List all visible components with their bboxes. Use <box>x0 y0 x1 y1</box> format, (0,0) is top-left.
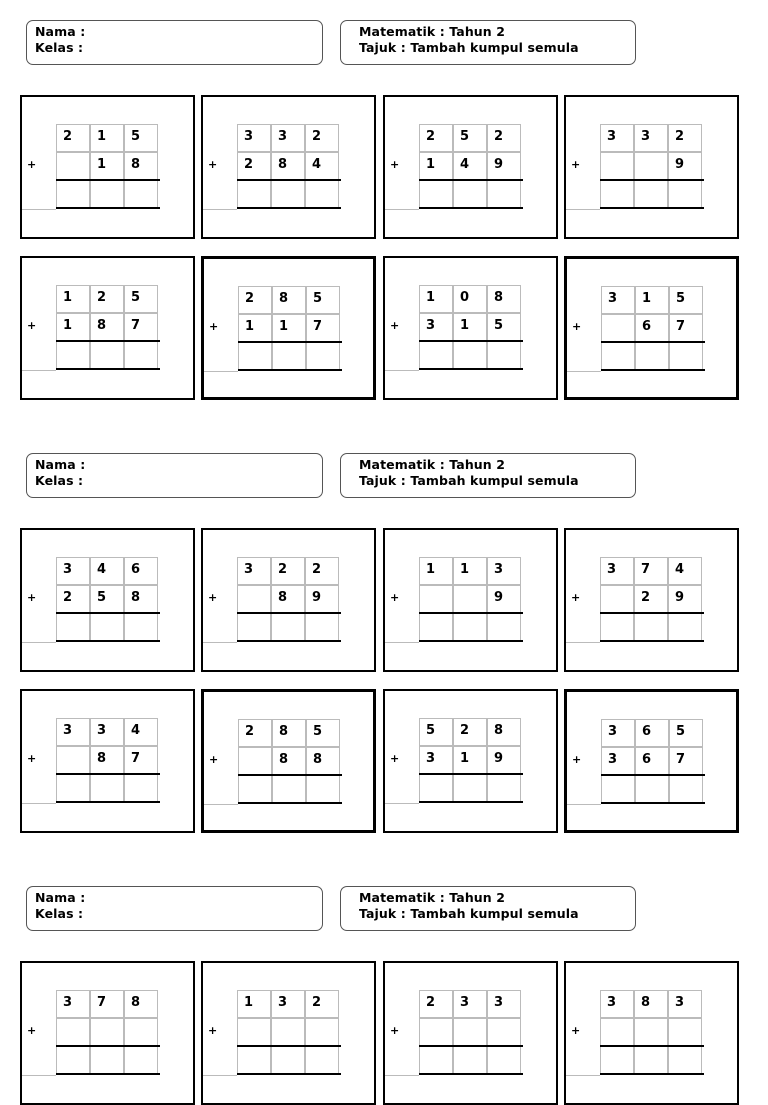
bottom-number-digit: 2 <box>634 585 668 613</box>
bottom-number-digit <box>238 747 272 775</box>
top-number-digit: 2 <box>305 557 339 585</box>
answer-underline <box>237 1073 341 1075</box>
answer-digit-box[interactable] <box>634 1046 668 1074</box>
bottom-number-digit: 6 <box>635 747 669 775</box>
answer-digit-box[interactable] <box>668 180 702 208</box>
addition-problem <box>383 689 558 833</box>
plus-sign: + <box>390 1024 400 1037</box>
sum-line <box>419 773 523 775</box>
addition-problem <box>20 256 195 400</box>
answer-underline <box>419 1073 523 1075</box>
sum-line <box>419 179 523 181</box>
subject-label: Matematik : Tahun 2 <box>359 457 506 472</box>
sum-line <box>419 1045 523 1047</box>
bottom-number-digit: 1 <box>272 314 306 342</box>
bottom-number-digit <box>634 1018 668 1046</box>
bottom-number-digit: 8 <box>124 152 158 180</box>
bottom-number-digit <box>56 746 90 774</box>
answer-underline <box>419 640 523 642</box>
margin-line <box>22 642 56 643</box>
top-number-digit: 4 <box>668 557 702 585</box>
top-number-digit: 2 <box>90 285 124 313</box>
top-number-digit: 2 <box>419 990 453 1018</box>
answer-digit-box[interactable] <box>600 613 634 641</box>
addition-problem <box>201 95 376 239</box>
top-number-digit: 3 <box>668 990 702 1018</box>
answer-digit-box[interactable] <box>56 774 90 802</box>
answer-digit-box[interactable] <box>453 613 487 641</box>
top-number-digit: 3 <box>271 124 305 152</box>
answer-digit-box[interactable] <box>635 775 669 803</box>
addition-problem <box>201 689 376 833</box>
answer-digit-box[interactable] <box>487 1046 521 1074</box>
margin-line <box>385 1075 419 1076</box>
addition-problem <box>20 961 195 1105</box>
margin-line <box>22 803 56 804</box>
addition-problem <box>564 95 739 239</box>
plus-sign: + <box>27 752 37 765</box>
sum-line <box>56 340 160 342</box>
addition-problem <box>564 961 739 1105</box>
answer-digit-box[interactable] <box>124 180 158 208</box>
answer-digit-box[interactable] <box>305 180 339 208</box>
top-number-digit: 3 <box>453 990 487 1018</box>
margin-line <box>567 371 601 372</box>
addition-problem <box>20 689 195 833</box>
bottom-number-digit <box>600 152 634 180</box>
plus-sign: + <box>208 158 218 171</box>
top-number-digit: 4 <box>90 557 124 585</box>
top-number-digit: 4 <box>124 718 158 746</box>
worksheet-title-box <box>340 886 636 931</box>
top-number-digit: 1 <box>453 557 487 585</box>
answer-digit-box[interactable] <box>600 180 634 208</box>
answer-underline <box>600 1073 704 1075</box>
top-number-digit: 3 <box>487 990 521 1018</box>
top-number-digit: 8 <box>272 719 306 747</box>
top-number-digit: 5 <box>669 286 703 314</box>
answer-digit-box[interactable] <box>419 613 453 641</box>
bottom-number-digit: 2 <box>56 585 90 613</box>
sum-line <box>56 773 160 775</box>
addition-problem <box>201 961 376 1105</box>
margin-line <box>204 371 238 372</box>
top-number-digit: 8 <box>124 990 158 1018</box>
addition-problem <box>564 256 739 400</box>
bottom-number-digit: 4 <box>453 152 487 180</box>
bottom-number-digit: 9 <box>668 585 702 613</box>
sum-line <box>237 612 341 614</box>
bottom-number-digit: 9 <box>487 585 521 613</box>
answer-digit-box[interactable] <box>669 775 703 803</box>
bottom-number-digit: 9 <box>487 746 521 774</box>
plus-sign: + <box>390 591 400 604</box>
bottom-number-digit: 2 <box>237 152 271 180</box>
kelas-label: Kelas : <box>35 40 84 55</box>
answer-digit-box[interactable] <box>56 180 90 208</box>
answer-digit-box[interactable] <box>237 180 271 208</box>
addition-problem <box>383 961 558 1105</box>
top-number-digit: 8 <box>634 990 668 1018</box>
nama-label: Nama : <box>35 24 86 39</box>
margin-line <box>567 804 601 805</box>
top-number-digit: 2 <box>238 719 272 747</box>
top-number-digit: 5 <box>124 124 158 152</box>
top-number-digit: 6 <box>635 719 669 747</box>
answer-digit-box[interactable] <box>600 1046 634 1074</box>
sum-line <box>419 340 523 342</box>
bottom-number-digit: 6 <box>635 314 669 342</box>
answer-digit-box[interactable] <box>419 341 453 369</box>
plus-sign: + <box>27 319 37 332</box>
addition-problem <box>383 95 558 239</box>
bottom-number-digit <box>237 1018 271 1046</box>
bottom-number-digit: 1 <box>453 313 487 341</box>
bottom-number-digit: 8 <box>306 747 340 775</box>
top-number-digit: 5 <box>124 285 158 313</box>
answer-digit-box[interactable] <box>56 341 90 369</box>
bottom-number-digit <box>237 585 271 613</box>
sum-line <box>237 179 341 181</box>
sum-line <box>601 341 705 343</box>
margin-line <box>22 209 56 210</box>
plus-sign: + <box>27 591 37 604</box>
answer-digit-box[interactable] <box>305 1046 339 1074</box>
top-number-digit: 3 <box>56 718 90 746</box>
top-number-digit: 5 <box>306 719 340 747</box>
answer-digit-box[interactable] <box>124 341 158 369</box>
bottom-number-digit <box>90 1018 124 1046</box>
bottom-number-digit: 3 <box>601 747 635 775</box>
top-number-digit: 3 <box>56 557 90 585</box>
answer-digit-box[interactable] <box>419 180 453 208</box>
answer-digit-box[interactable] <box>668 1046 702 1074</box>
margin-line <box>385 209 419 210</box>
plus-sign: + <box>571 591 581 604</box>
answer-digit-box[interactable] <box>487 613 521 641</box>
bottom-number-digit <box>601 314 635 342</box>
answer-digit-box[interactable] <box>271 613 305 641</box>
bottom-number-digit: 8 <box>271 152 305 180</box>
answer-digit-box[interactable] <box>271 1046 305 1074</box>
top-number-digit: 8 <box>487 285 521 313</box>
addition-problem <box>201 528 376 672</box>
margin-line <box>203 1075 237 1076</box>
bottom-number-digit: 1 <box>90 152 124 180</box>
bottom-number-digit: 1 <box>238 314 272 342</box>
answer-digit-box[interactable] <box>90 1046 124 1074</box>
answer-digit-box[interactable] <box>487 341 521 369</box>
sum-line <box>600 179 704 181</box>
top-number-digit: 5 <box>306 286 340 314</box>
answer-digit-box[interactable] <box>487 180 521 208</box>
answer-digit-box[interactable] <box>56 613 90 641</box>
addition-problem <box>383 256 558 400</box>
topic-label: Tajuk : Tambah kumpul semula <box>359 40 579 55</box>
margin-line <box>204 804 238 805</box>
answer-digit-box[interactable] <box>601 342 635 370</box>
top-number-digit: 3 <box>600 124 634 152</box>
bottom-number-digit: 1 <box>453 746 487 774</box>
top-number-digit: 5 <box>669 719 703 747</box>
addition-problem <box>383 528 558 672</box>
margin-line <box>22 370 56 371</box>
answer-digit-box[interactable] <box>124 774 158 802</box>
bottom-number-digit <box>419 1018 453 1046</box>
top-number-digit: 3 <box>600 557 634 585</box>
answer-digit-box[interactable] <box>453 774 487 802</box>
answer-digit-box[interactable] <box>601 775 635 803</box>
answer-underline <box>237 207 341 209</box>
top-number-digit: 2 <box>419 124 453 152</box>
top-number-digit: 3 <box>601 286 635 314</box>
nama-label: Nama : <box>35 457 86 472</box>
top-number-digit: 5 <box>419 718 453 746</box>
bottom-number-digit: 7 <box>124 313 158 341</box>
answer-digit-box[interactable] <box>668 613 702 641</box>
sum-line <box>600 1045 704 1047</box>
bottom-number-digit <box>124 1018 158 1046</box>
top-number-digit: 3 <box>237 124 271 152</box>
answer-digit-box[interactable] <box>305 613 339 641</box>
answer-digit-box[interactable] <box>634 613 668 641</box>
top-number-digit: 6 <box>124 557 158 585</box>
answer-underline <box>56 1073 160 1075</box>
top-number-digit: 1 <box>635 286 669 314</box>
bottom-number-digit: 7 <box>669 747 703 775</box>
bottom-number-digit: 9 <box>487 152 521 180</box>
top-number-digit: 1 <box>237 990 271 1018</box>
addition-problem <box>201 256 376 400</box>
student-info-box <box>26 886 323 931</box>
answer-digit-box[interactable] <box>124 613 158 641</box>
margin-line <box>385 370 419 371</box>
worksheet-title-box <box>340 20 636 65</box>
answer-underline <box>600 640 704 642</box>
margin-line <box>566 1075 600 1076</box>
answer-digit-box[interactable] <box>90 341 124 369</box>
bottom-number-digit <box>634 152 668 180</box>
top-number-digit: 2 <box>305 990 339 1018</box>
answer-digit-box[interactable] <box>237 1046 271 1074</box>
top-number-digit: 7 <box>634 557 668 585</box>
answer-underline <box>238 369 342 371</box>
top-number-digit: 8 <box>487 718 521 746</box>
top-number-digit: 2 <box>56 124 90 152</box>
bottom-number-digit: 8 <box>271 585 305 613</box>
worksheet-title-box <box>340 453 636 498</box>
addition-problem <box>20 95 195 239</box>
answer-digit-box[interactable] <box>271 180 305 208</box>
bottom-number-digit: 8 <box>124 585 158 613</box>
bottom-number-digit <box>271 1018 305 1046</box>
answer-underline <box>56 207 160 209</box>
answer-digit-box[interactable] <box>124 1046 158 1074</box>
answer-digit-box[interactable] <box>238 775 272 803</box>
bottom-number-digit: 7 <box>669 314 703 342</box>
margin-line <box>566 209 600 210</box>
top-number-digit: 7 <box>90 990 124 1018</box>
answer-digit-box[interactable] <box>272 342 306 370</box>
margin-line <box>385 642 419 643</box>
sum-line <box>601 774 705 776</box>
answer-underline <box>600 207 704 209</box>
sum-line <box>56 179 160 181</box>
answer-digit-box[interactable] <box>487 774 521 802</box>
bottom-number-digit: 5 <box>90 585 124 613</box>
answer-underline <box>237 640 341 642</box>
subject-label: Matematik : Tahun 2 <box>359 24 506 39</box>
answer-underline <box>56 368 160 370</box>
plus-sign: + <box>209 753 219 766</box>
bottom-number-digit <box>600 585 634 613</box>
student-info-box <box>26 20 323 65</box>
plus-sign: + <box>390 158 400 171</box>
top-number-digit: 1 <box>419 557 453 585</box>
answer-underline <box>238 802 342 804</box>
addition-problem <box>20 528 195 672</box>
plus-sign: + <box>208 591 218 604</box>
margin-line <box>566 642 600 643</box>
answer-underline <box>601 802 705 804</box>
bottom-number-digit <box>453 1018 487 1046</box>
answer-digit-box[interactable] <box>306 775 340 803</box>
answer-digit-box[interactable] <box>237 613 271 641</box>
bottom-number-digit <box>56 1018 90 1046</box>
margin-line <box>203 209 237 210</box>
top-number-digit: 1 <box>419 285 453 313</box>
sum-line <box>237 1045 341 1047</box>
top-number-digit: 3 <box>600 990 634 1018</box>
answer-underline <box>56 640 160 642</box>
plus-sign: + <box>572 753 582 766</box>
addition-problem <box>564 689 739 833</box>
plus-sign: + <box>571 1024 581 1037</box>
answer-digit-box[interactable] <box>453 1046 487 1074</box>
top-number-digit: 3 <box>90 718 124 746</box>
margin-line <box>22 1075 56 1076</box>
answer-digit-box[interactable] <box>272 775 306 803</box>
top-number-digit: 3 <box>487 557 521 585</box>
bottom-number-digit <box>487 1018 521 1046</box>
margin-line <box>385 803 419 804</box>
top-number-digit: 2 <box>271 557 305 585</box>
bottom-number-digit: 9 <box>668 152 702 180</box>
answer-digit-box[interactable] <box>634 180 668 208</box>
top-number-digit: 2 <box>668 124 702 152</box>
topic-label: Tajuk : Tambah kumpul semula <box>359 906 579 921</box>
answer-underline <box>601 369 705 371</box>
answer-digit-box[interactable] <box>419 1046 453 1074</box>
top-number-digit: 2 <box>238 286 272 314</box>
sum-line <box>419 612 523 614</box>
bottom-number-digit: 9 <box>305 585 339 613</box>
top-number-digit: 3 <box>271 990 305 1018</box>
top-number-digit: 8 <box>272 286 306 314</box>
plus-sign: + <box>27 158 37 171</box>
bottom-number-digit: 7 <box>124 746 158 774</box>
addition-problem <box>564 528 739 672</box>
plus-sign: + <box>390 319 400 332</box>
top-number-digit: 2 <box>453 718 487 746</box>
answer-digit-box[interactable] <box>419 774 453 802</box>
top-number-digit: 2 <box>487 124 521 152</box>
bottom-number-digit: 3 <box>419 313 453 341</box>
kelas-label: Kelas : <box>35 906 84 921</box>
bottom-number-digit <box>419 585 453 613</box>
answer-digit-box[interactable] <box>453 341 487 369</box>
answer-underline <box>419 207 523 209</box>
kelas-label: Kelas : <box>35 473 84 488</box>
margin-line <box>203 642 237 643</box>
nama-label: Nama : <box>35 890 86 905</box>
top-number-digit: 3 <box>634 124 668 152</box>
bottom-number-digit <box>305 1018 339 1046</box>
sum-line <box>56 612 160 614</box>
answer-digit-box[interactable] <box>56 1046 90 1074</box>
bottom-number-digit: 3 <box>419 746 453 774</box>
plus-sign: + <box>572 320 582 333</box>
top-number-digit: 3 <box>601 719 635 747</box>
plus-sign: + <box>27 1024 37 1037</box>
bottom-number-digit: 1 <box>56 313 90 341</box>
answer-digit-box[interactable] <box>238 342 272 370</box>
top-number-digit: 0 <box>453 285 487 313</box>
sum-line <box>238 341 342 343</box>
answer-digit-box[interactable] <box>90 613 124 641</box>
answer-digit-box[interactable] <box>453 180 487 208</box>
answer-digit-box[interactable] <box>635 342 669 370</box>
bottom-number-digit: 5 <box>487 313 521 341</box>
top-number-digit: 1 <box>56 285 90 313</box>
plus-sign: + <box>208 1024 218 1037</box>
subject-label: Matematik : Tahun 2 <box>359 890 506 905</box>
answer-digit-box[interactable] <box>306 342 340 370</box>
sum-line <box>600 612 704 614</box>
bottom-number-digit: 8 <box>90 313 124 341</box>
answer-digit-box[interactable] <box>90 774 124 802</box>
answer-underline <box>419 801 523 803</box>
bottom-number-digit <box>600 1018 634 1046</box>
bottom-number-digit <box>668 1018 702 1046</box>
bottom-number-digit: 1 <box>419 152 453 180</box>
top-number-digit: 5 <box>453 124 487 152</box>
answer-digit-box[interactable] <box>90 180 124 208</box>
bottom-number-digit <box>453 585 487 613</box>
answer-underline <box>56 801 160 803</box>
plus-sign: + <box>390 752 400 765</box>
topic-label: Tajuk : Tambah kumpul semula <box>359 473 579 488</box>
top-number-digit: 2 <box>305 124 339 152</box>
answer-underline <box>419 368 523 370</box>
answer-digit-box[interactable] <box>669 342 703 370</box>
top-number-digit: 1 <box>90 124 124 152</box>
bottom-number-digit: 8 <box>90 746 124 774</box>
plus-sign: + <box>571 158 581 171</box>
top-number-digit: 3 <box>56 990 90 1018</box>
bottom-number-digit: 8 <box>272 747 306 775</box>
bottom-number-digit: 7 <box>306 314 340 342</box>
top-number-digit: 3 <box>237 557 271 585</box>
bottom-number-digit <box>56 152 90 180</box>
plus-sign: + <box>209 320 219 333</box>
sum-line <box>238 774 342 776</box>
sum-line <box>56 1045 160 1047</box>
bottom-number-digit: 4 <box>305 152 339 180</box>
student-info-box <box>26 453 323 498</box>
